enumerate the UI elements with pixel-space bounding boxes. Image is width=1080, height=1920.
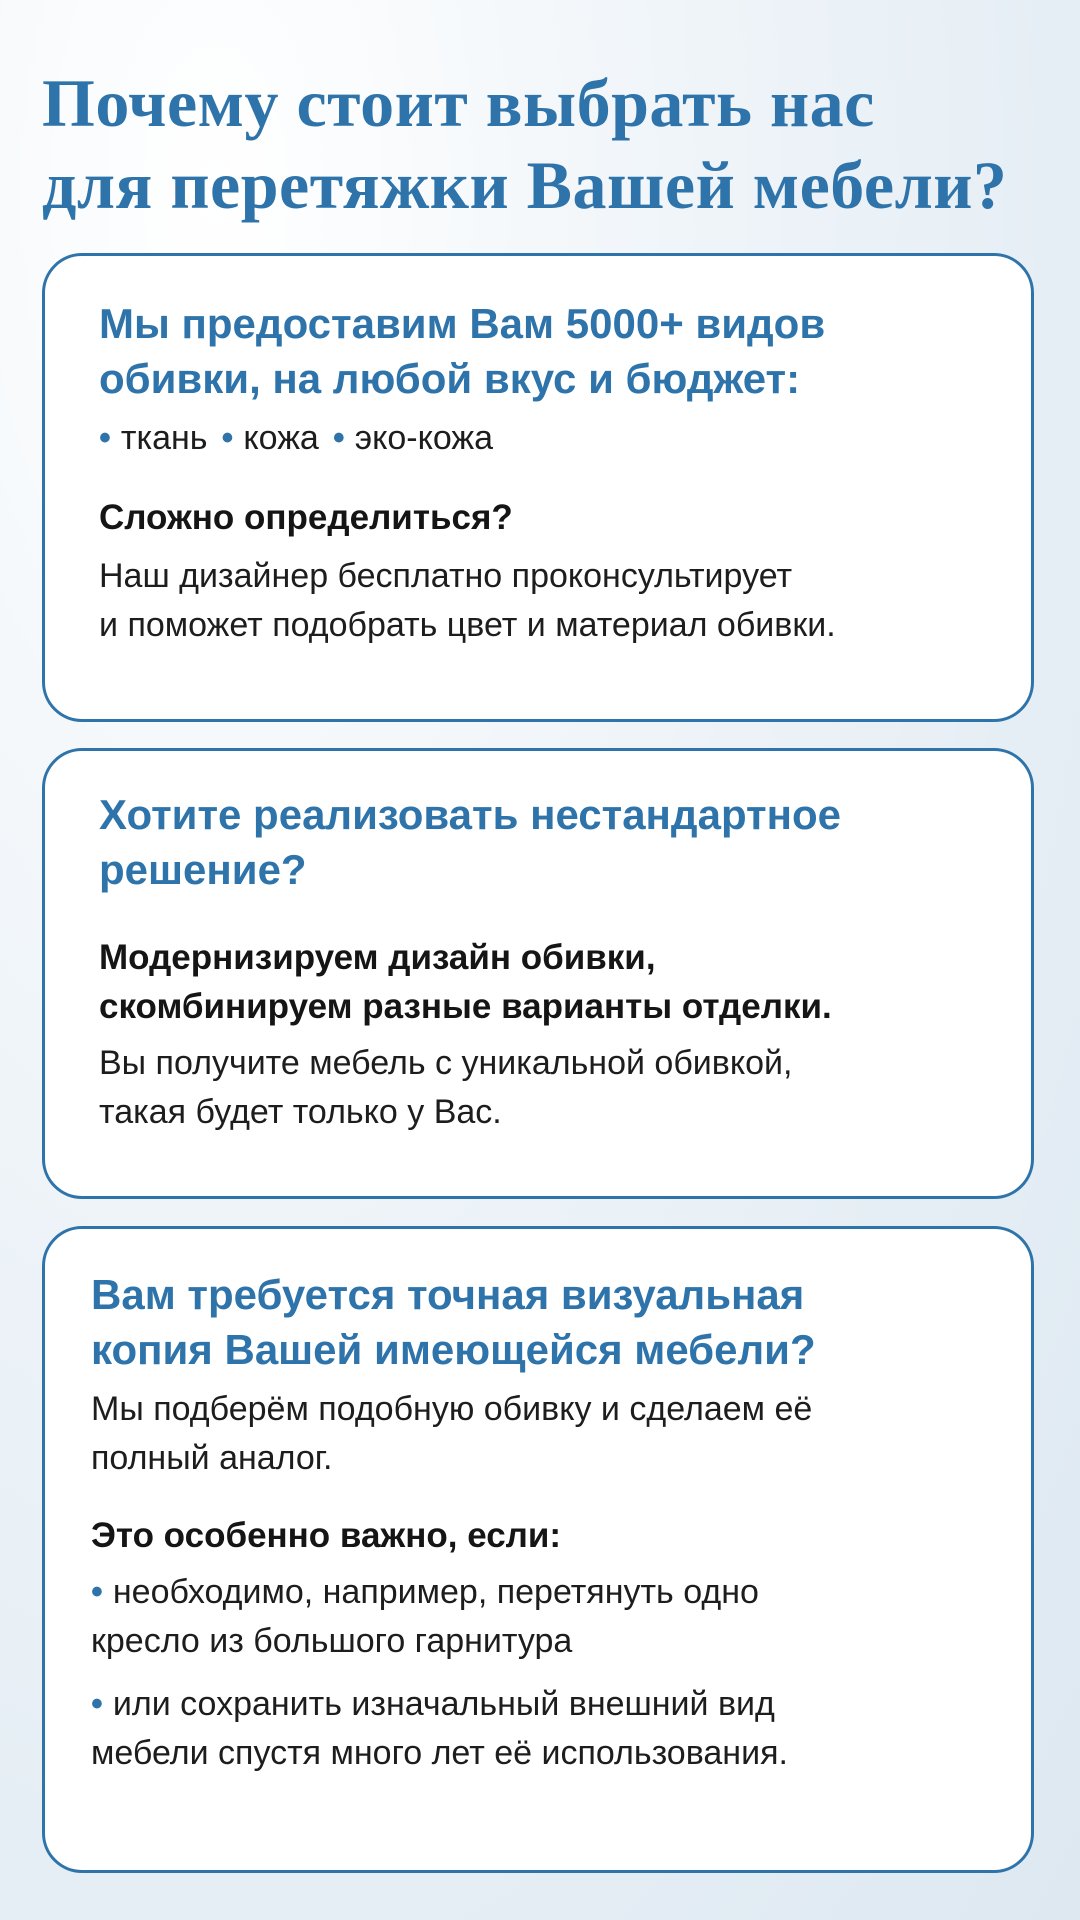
card-heading — [99, 256, 991, 406]
bullet-dot: • — [99, 419, 111, 457]
card-subheading — [99, 933, 991, 1031]
material-label: кожа — [243, 419, 319, 457]
bullet-item — [91, 1680, 991, 1778]
bullet-dot: • — [91, 1685, 103, 1723]
bullet-dot: • — [91, 1573, 103, 1611]
material-label: эко-кожа — [354, 419, 494, 457]
card-heading — [91, 1229, 991, 1377]
card-subheading-line-1: Модернизируем дизайн обивки, — [99, 938, 656, 977]
bullet-dot: • — [332, 419, 345, 457]
material-label: ткань — [120, 419, 208, 457]
card-subheading-text: Это особенно важно, если: — [91, 1516, 562, 1555]
material-item — [333, 414, 493, 463]
exact-copy-card — [42, 1226, 1034, 1873]
card-intro-line-2: полный аналог. — [91, 1439, 333, 1477]
card-subheading-line-2: скомбинируем разные варианты отделки. — [99, 987, 832, 1026]
material-item — [222, 414, 319, 463]
card-subheading — [99, 493, 991, 542]
bullet-line-2: мебели спустя много лет её использования. — [91, 1734, 788, 1772]
card-heading-line-1: Вам требуется точная визуальная — [91, 1271, 805, 1318]
card-body-text — [99, 1039, 991, 1137]
card-subheading-text: Сложно определиться? — [99, 498, 513, 537]
material-item — [99, 414, 208, 463]
card-heading-line-1: Хотите реализовать нестандартное — [99, 791, 841, 838]
card-heading-line-2: обивки, на любой вкус и бюджет: — [99, 355, 801, 402]
upholstery-variety-card — [42, 253, 1034, 722]
bullet-text: или сохранить изначальный внешний вид — [112, 1685, 775, 1723]
custom-solution-card — [42, 748, 1034, 1199]
card-body-line-1: Наш дизайнер бесплатно проконсультирует — [99, 557, 793, 595]
card-body-line-2: такая будет только у Вас. — [99, 1093, 502, 1131]
page-title — [42, 62, 1052, 226]
card-heading — [99, 751, 991, 897]
bullet-dot: • — [221, 419, 234, 457]
card-body-line-1: Вы получите мебель с уникальной обивкой, — [99, 1044, 793, 1082]
bullet-line-2: кресло из большого гарнитура — [91, 1622, 573, 1660]
bullet-line-1 — [91, 1568, 991, 1617]
card-heading-line-1: Мы предоставим Вам 5000+ видов — [99, 300, 826, 347]
bullet-item — [91, 1568, 991, 1666]
card-subheading — [91, 1511, 991, 1560]
bullet-text: необходимо, например, перетянуть одно — [112, 1573, 759, 1611]
card-heading-line-2: решение? — [99, 846, 307, 893]
page-title-line-1: Почему стоит выбрать нас — [42, 65, 875, 141]
page-title-line-2: для перетяжки Вашей мебели? — [42, 147, 1008, 223]
bullet-line-1 — [91, 1680, 991, 1729]
card-body-text — [99, 552, 991, 650]
materials-list — [99, 414, 991, 463]
card-heading-line-2: копия Вашей имеющейся мебели? — [91, 1326, 816, 1373]
card-intro-text — [91, 1385, 991, 1483]
card-intro-line-1: Мы подберём подобную обивку и сделаем её — [91, 1390, 813, 1428]
card-body-line-2: и поможет подобрать цвет и материал обивки. — [99, 606, 836, 644]
